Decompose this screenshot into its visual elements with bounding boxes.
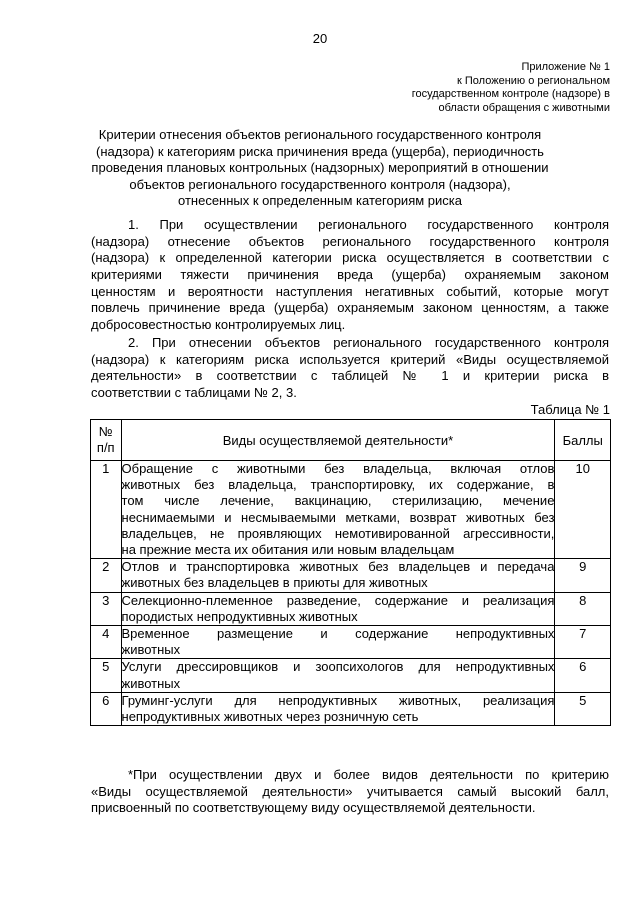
row-activity <box>121 592 555 625</box>
activity-line: Груминг-услуги для непродуктивных животных, реализация <box>121 692 555 708</box>
title-line: Критерии отнесения объектов регионального государственного контроля <box>98 127 542 142</box>
paragraph-line: ценностям и вероятности наступления негативных событий, которые могут <box>91 283 609 299</box>
title-line: отнесенных к определенным категориям риска <box>178 193 462 208</box>
activity-line: породистых непродуктивных животных <box>121 608 358 624</box>
header-score: Баллы <box>555 420 611 461</box>
row-activity <box>121 559 555 592</box>
paragraph-line: (надзора) к категориям риска используется критерий «Виды осуществляемой <box>91 351 609 367</box>
row-number: 4 <box>91 626 122 659</box>
table-header-row <box>91 420 611 461</box>
row-score: 9 <box>555 559 611 592</box>
appendix-reference <box>330 61 610 115</box>
row-activity <box>121 626 555 659</box>
paragraph-line: деятельности» в соответствии с таблицей № 1 и критерии риска в <box>91 368 609 384</box>
paragraph-line: добросовестностью контролируемых лиц. <box>91 317 346 333</box>
row-number: 2 <box>91 559 122 592</box>
row-score: 10 <box>555 461 611 559</box>
appendix-line: к Положению о региональном <box>457 74 610 87</box>
table-row <box>91 592 611 625</box>
activity-line: неснимаемыми и несмываемыми метками, возврат животных без <box>121 509 555 525</box>
activity-line: Услуги дрессировщиков и зоопсихологов для непродуктивных <box>121 659 555 675</box>
title-line: объектов регионального государственного контроля (надзора), <box>129 176 511 192</box>
activity-line: том числе лечение, вакцинацию, стерилизацию, мечение <box>121 493 555 509</box>
activity-line: животных <box>121 675 181 691</box>
title-line: (надзора) к категориям риска причинения вреда (ущерба), периодичность <box>96 143 544 159</box>
activity-line: животных <box>121 642 181 658</box>
appendix-line: государственном контроле (надзоре) в <box>411 88 610 100</box>
row-number: 1 <box>91 461 122 559</box>
page-number: 20 <box>312 31 328 46</box>
paragraph-line: (надзора) к определенной категории риска осуществляется в соответствии с <box>91 250 609 266</box>
title-line: проведения плановых контрольных (надзорных) мероприятий в отношении <box>91 160 549 175</box>
activity-line: Селекционно-племенное разведение, содержание и реализация <box>121 592 555 608</box>
table-row <box>91 692 611 725</box>
header-number <box>91 420 122 461</box>
row-activity <box>121 461 555 559</box>
activity-line: владельцев, не проявляющих немотивированной агрессивности, <box>121 525 555 541</box>
paragraph-1 <box>91 217 609 334</box>
paragraph-line: 2. При отнесении объектов регионального государственного контроля <box>128 335 609 350</box>
appendix-line: области обращения с животными <box>438 101 610 114</box>
row-score: 5 <box>555 692 611 725</box>
activity-line: непродуктивных животных через розничную сеть <box>121 709 419 725</box>
paragraph-line: критериями тяжести причинения вреда (ущерба) охраняемым законом <box>91 267 609 283</box>
paragraph-line: 1. При осуществлении регионального государственного контроля <box>128 217 609 232</box>
row-number: 3 <box>91 592 122 625</box>
footnote <box>91 767 609 817</box>
header-number-line: № <box>98 424 113 439</box>
paragraph-line: (надзора) отнесение объектов регионального государственного контроля <box>91 233 609 249</box>
document-title <box>80 127 560 210</box>
table-row <box>91 559 611 592</box>
row-score: 8 <box>555 592 611 625</box>
row-activity <box>121 692 555 725</box>
table-row <box>91 626 611 659</box>
header-number-line: п/п <box>96 440 115 455</box>
table-row <box>91 461 611 559</box>
activity-line: животных без владельца, транспортировку, их содержание, в <box>121 477 555 493</box>
row-score: 7 <box>555 626 611 659</box>
activities-table <box>90 419 611 726</box>
row-score: 6 <box>555 659 611 692</box>
paragraph-line: соответствии с таблицами № 2, 3. <box>91 385 297 401</box>
appendix-line: Приложение № 1 <box>521 61 610 73</box>
activity-line: животных без владельцев в приюты для животных <box>121 575 428 591</box>
paragraph-line: повлечь причинение вреда (ущерба) охраняемым законом ценностям, а также <box>91 300 609 316</box>
table-caption: Таблица № 1 <box>530 402 610 417</box>
activity-line: на прежние места их обитания или новым владельцам <box>121 542 455 558</box>
footnote-line: *При осуществлении двух и более видов деятельности по критерию <box>128 767 609 782</box>
activity-line: Обращение с животными без владельца, включая отлов <box>121 461 555 476</box>
row-activity <box>121 659 555 692</box>
header-activity: Виды осуществляемой деятельности* <box>121 420 555 461</box>
row-number: 5 <box>91 659 122 692</box>
activity-line: Временное размещение и содержание непродуктивных <box>121 626 555 642</box>
footnote-line: присвоенный по соответствующему виду осуществляемой деятельности. <box>91 800 536 816</box>
paragraph-2 <box>91 335 609 402</box>
table-row <box>91 659 611 692</box>
row-number: 6 <box>91 692 122 725</box>
footnote-line: «Виды осуществляемой деятельности» учитывается самый высокий балл, <box>91 783 609 799</box>
activity-line: Отлов и транспортировка животных без владельцев и передача <box>121 559 555 575</box>
